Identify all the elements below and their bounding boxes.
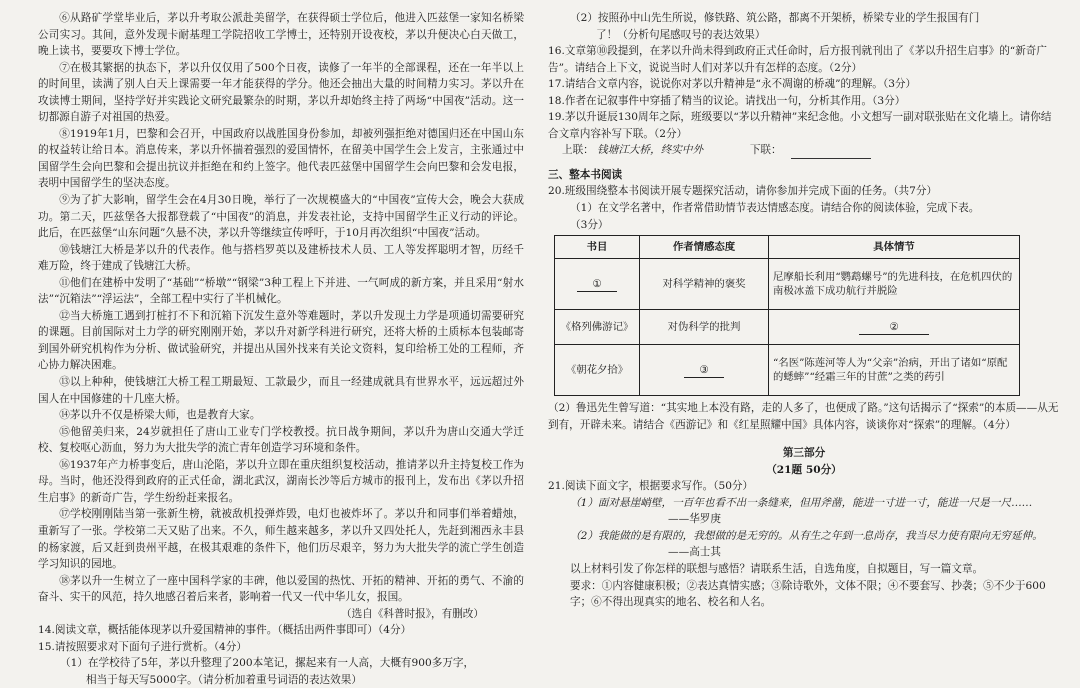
question-21-quote-1: （1）面对悬崖峭壁，一百年也看不出一条缝来，但用斧凿，能进一寸进一寸，能进一尺是一尺…… [570, 496, 1033, 509]
blank-1: ① [577, 277, 617, 292]
question-20: 20.班级围绕整本书阅读开展专题探究活动，请你参加并完成下面的任务。（共7分） [548, 185, 938, 198]
right-column [548, 10, 1060, 611]
table-header: 具体情节 [769, 236, 1020, 259]
couplet-down-answer-line [791, 147, 871, 159]
couplet-up-handwritten: 钱塘江大桥，终实中外 [597, 144, 704, 157]
paragraph-13: ⑬以上种种，使钱塘江大桥工程工期最短、工款最少，而且一经建成就具有世界水平，远远超过外国人在中国修建的十几座大桥。 [38, 376, 524, 405]
quote-2-author: ——高士其 [668, 546, 721, 559]
table-row [555, 259, 1020, 310]
reading-table [554, 235, 1020, 396]
quote-1-author: ——华罗庚 [668, 513, 721, 526]
question-15-2-line2: 了！（分析句尾感叹号的表达效果） [596, 28, 766, 41]
table-cell [640, 345, 769, 396]
paragraph-17: ⑰学校刚刚陆当第一张新生榜，就被敌机投弹炸毁，电灯也被炸坏了。茅以升和同事们举着蜡烛，重新写了一张。学校第二天又贴了出来。不久，师生越来越多，茅以升又四处托人，先赶到湘西永丰县的杨家渡，后又赶到贵州平越，在极其艰难的条件下，他们历尽艰辛，努力为大批失学的流亡学生创造学习知识的园地。 [38, 508, 524, 571]
table-cell [769, 310, 1020, 345]
table-cell: 对科学精神的褒奖 [640, 259, 769, 310]
question-15: 15.请按照要求对下面句子进行赏析。（4分） [38, 640, 247, 653]
table-header-row [555, 236, 1020, 259]
table-cell: 《格列佛游记》 [555, 310, 640, 345]
table-cell: 对伪科学的批判 [640, 310, 769, 345]
table-cell: 尼摩船长利用“鹦鹉螺号”的先进科技，在危机四伏的南极冰盖下成功航行并脱险 [769, 259, 1020, 310]
table-header: 作者情感态度 [640, 236, 769, 259]
table-cell: “名医”陈莲河等人为“父亲”治病，开出了诸如“原配的蟋蟀”“经霜三年的甘蔗”之类的药引 [769, 345, 1020, 396]
question-21-quote-2: （2）我能做的是有限的，我想做的是无穷的。从有生之年到一息尚存，我当尽力使有限向无穷延伸。 [570, 529, 1043, 542]
question-17: 17.请结合文章内容，说说你对茅以升精神是“永不凋谢的桥魂”的理解。（3分） [548, 78, 917, 91]
question-15-1-line2: 相当于每天写5000字。（请分析加着重号词语的表达效果） [86, 673, 362, 686]
section-three-subtitle: （21题 50分） [766, 463, 842, 476]
question-19: 19.茅以升诞辰130周年之际，班级要以“茅以升精神”来纪念他。小文想写一副对联张贴在文化墙上。请你结合文章内容补写下联。（2分） [548, 111, 1052, 140]
table-row [555, 345, 1020, 396]
table-cell [555, 259, 640, 310]
question-18: 18.作者在记叙事件中穿插了精当的议论。请找出一句，分析其作用。（3分） [548, 94, 906, 107]
paragraph-10: ⑩钱塘江大桥是茅以升的代表作。他与搭档罗英以及建桥技术人员、工人等发挥聪明才智，历经千难万险，终于建成了钱塘江大桥。 [38, 243, 524, 273]
blank-3: ③ [684, 363, 724, 378]
question-14: 14.阅读文章，概括能体现茅以升爱国精神的事件。（概括出两件事即可）（4分） [38, 624, 412, 637]
blank-2: ② [859, 320, 929, 335]
paragraph-12: ⑫当大桥施工遇到打桩打不下和沉箱下沉发生意外等难题时，茅以升发现土力学是项通切需要研究的课题。目前国际对土力学的研究刚刚开始，茅以升对新学科进行研究，还将大桥的土质标本包装邮寄到国外研究机构作为分析、做试验研究，并提出从国外找来有关论文资料，复印给桥工处的工程师，齐心协力解决困难。 [38, 309, 524, 372]
question-20-2: （2）鲁迅先生曾写道：“其实地上本没有路，走的人多了，也便成了路。”这句话揭示了“探索”的本质——从无到有，开辟未来。请结合《西游记》和《红星照耀中国》具体内容，谈谈你对“探索”的理解。（4分） [548, 402, 1059, 431]
section-title-book-reading: 三、整本书阅读 [548, 168, 623, 181]
paragraph-7: ⑦在极其繁据的执态下，茅以升仅仅用了500个日夜，读修了一年半的全部课程，还在一年半以上的时间里，读满了别人白天上课需要一年才能获得的学分。他还会抽出大量的时间精力实习。茅以升在攻读博士期间，坚持学好并实践论文研究最繁杂的时期，茅以升却始终主持了两场“中国夜”活动。这一切都源自游子对祖国的热爱。 [38, 61, 524, 124]
paragraph-16: ⑯1937年产力桥事变后，唐山沦陷，茅以升立即在重庆组织复校活动，推请茅以升主持复校工作为母。当时，他还没得到政府的正式任命，湖北武汉，湖南长沙等后方城市的报刊上，发布出《茅以升招生启事》的新奇广告，学生纷纷赶来报名。 [38, 458, 524, 504]
article-source: （选自《科普时报》，有删改） [340, 607, 484, 620]
paragraph-6: ⑥从路矿学堂毕业后，茅以升考取公派赴美留学，在获得硕士学位后，他进入匹兹堡一家知名桥梁公司实习。其间，意外发现卡耐基理工学院招收工学博士，还特别开设夜校，茅以升便决心白天做工，晚上读书，要要攻下博士学位。 [38, 12, 524, 58]
paragraph-14: ⑭茅以升不仅是桥梁大师，也是教育大家。 [59, 409, 261, 422]
question-20-1-score: （3分） [570, 218, 609, 231]
section-three-title: 第三部分 [782, 447, 826, 460]
paragraph-11: ⑪他们在建桥中发明了“基础”“桥墩”“钢梁”3种工程上下并进、一气呵成的新方案，并且采用“射水法”“沉箱法”“浮运法”，全部工程中实行了半机械化。 [38, 276, 524, 306]
paragraph-8: ⑧1919年1月，巴黎和会召开，中国政府以战胜国身份参加，却被列强拒绝对德国归还在中国山东的权益转让给日本。消息传来，茅以升怀揣着强烈的爱国情怀，在留美中国学生会上发言，主张通过中国留学生会向巴黎和会提出抗议并拒绝在和约上签字。他代表匹兹堡中国留学生会向巴黎和会发电报，表明中国留学生的坚决态度。 [38, 127, 524, 190]
question-20-1: （1）在文学名著中，作者常借助情节表达情感态度。请结合你的阅读体验，完成下表。 [570, 202, 980, 215]
question-15-2-line1: （2）按照孙中山先生所说，修铁路、筑公路，都离不开架桥，桥梁专业的学生报国有门 [570, 12, 980, 24]
table-cell: 《朝花夕拾》 [555, 345, 640, 396]
left-column [38, 10, 524, 688]
question-21: 21.阅读下面文字，根据要求写作。（50分） [548, 480, 754, 493]
couplet-up-label: 上联： [562, 144, 594, 157]
paragraph-18: ⑱茅以升一生树立了一座中国科学家的丰碑，他以爱国的热忱、开拓的精神、开拓的勇气、不渝的奋斗、实干的风范，持久地感召着后来者，影响着一代又一代中华儿女，报国。 [38, 574, 524, 604]
question-16: 16.文章第⑩段提到，在茅以升尚未得到政府正式任命时，后方报刊就刊出了《茅以升招生启事》的“新奇广告”。请结合上下文，说说当时人们对茅以升有怎样的态度。（2分） [548, 45, 1047, 74]
table-row [555, 310, 1020, 345]
question-21-task: 以上材料引发了你怎样的联想与感悟？请联系生活，自选角度，自拟题目，写一篇文章。 [570, 563, 984, 576]
paragraph-15: ⑮他留美归来，24岁就担任了唐山工业专门学校教授。抗日战争期间，茅以升为唐山交通大学迁校、复校呕心沥血，努力为大批失学的流亡青年创造学习环境和条件。 [38, 425, 524, 455]
question-15-1-line1: （1）在学校待了5年，茅以升整理了200本笔记，摞起来有一人高，大概有900多万字， [60, 657, 475, 670]
question-21-requirements: 要求：①内容健康积极；②表达真情实感；③除诗歌外，文体不限；④不要套写、抄袭；⑤不少于600字；⑥不得出现真实的地名、校名和人名。 [570, 579, 1046, 609]
paragraph-9: ⑨为了扩大影响，留学生会在4月30日晚，举行了一次规模盛大的“中国夜”宣传大会，晚会大获成功。第二天，匹兹堡各大报都登载了“中国夜”的消息，并发表社论，支持中国留学生正义行动的评论。此后，在匹兹堡“山东问题”久悬不决，茅以升等继续宣传呼吁，于10月再次组织“中国夜”活动。 [38, 194, 524, 240]
couplet-row [548, 142, 1060, 159]
table-header: 书目 [555, 236, 640, 259]
couplet-down-label: 下联： [749, 144, 782, 157]
